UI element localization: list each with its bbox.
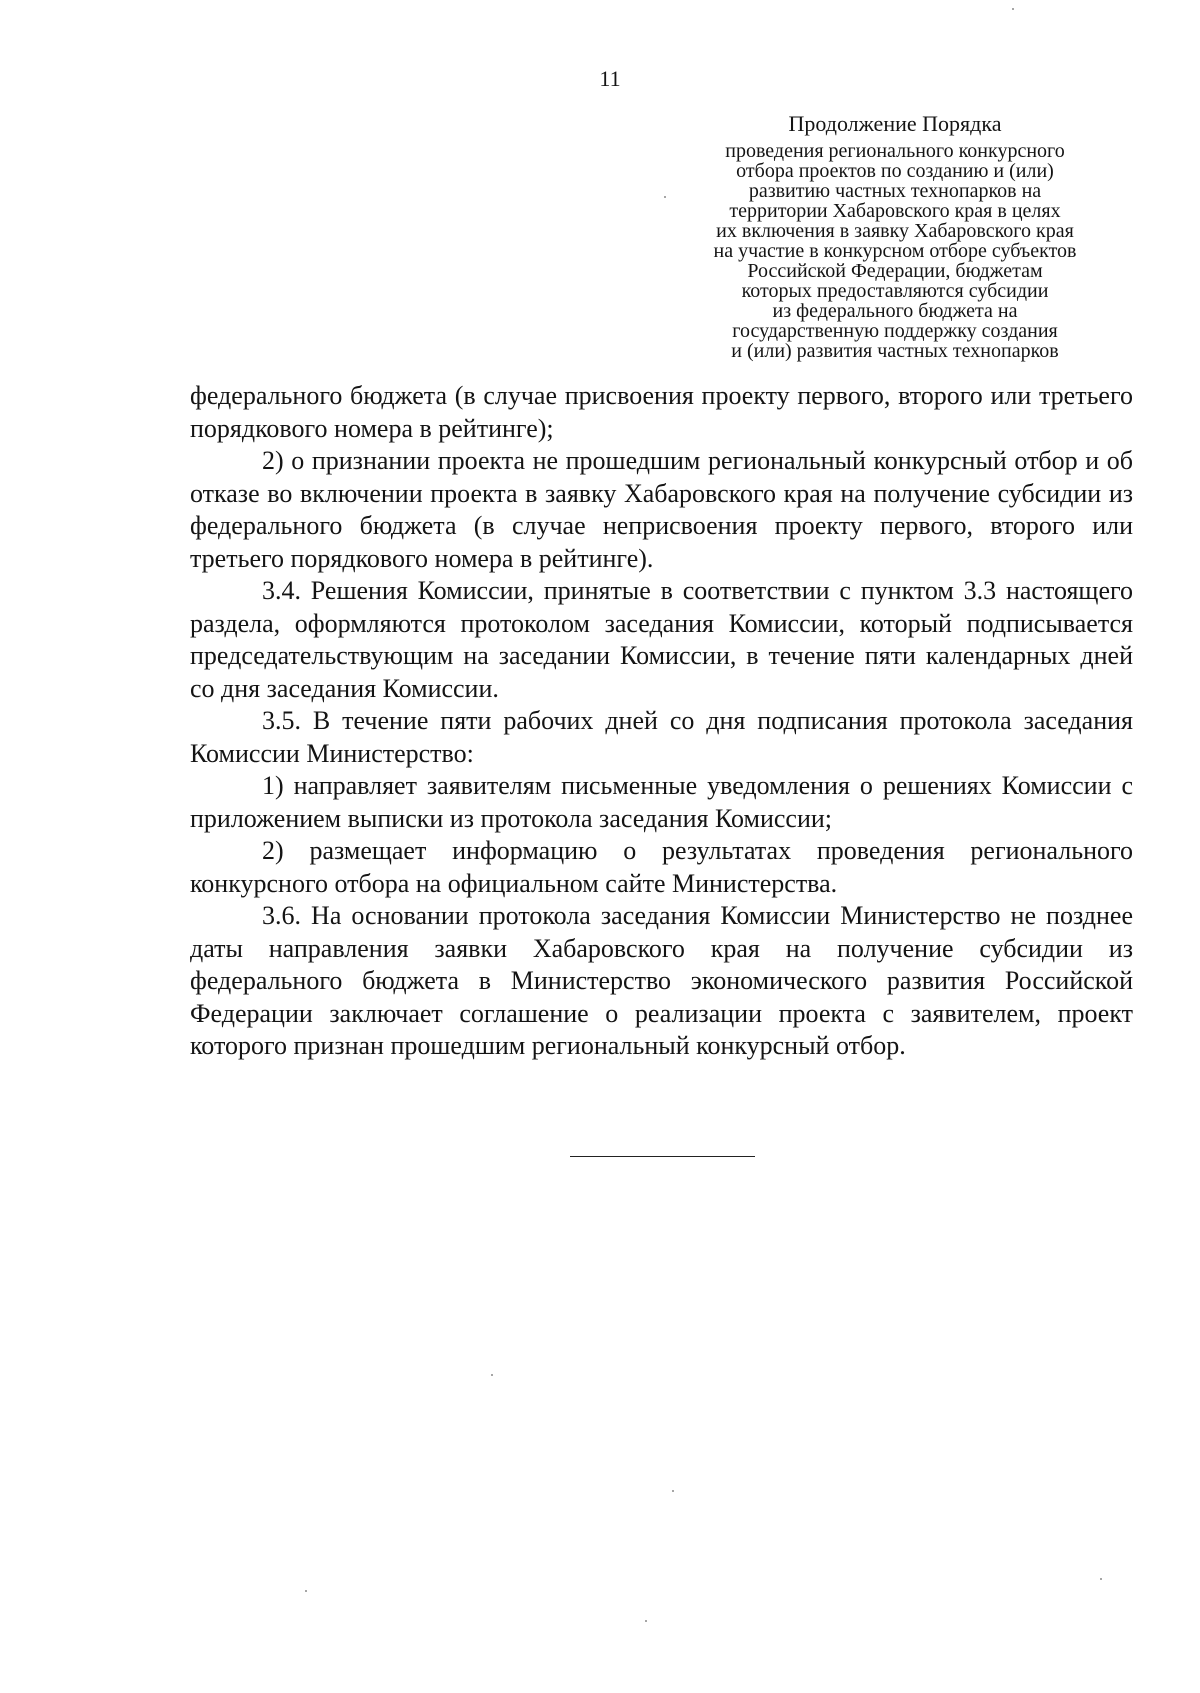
document-body xyxy=(190,380,1133,1063)
paragraph-3-5-item-2: 2) размещает информацию о результатах проведения регионального конкурсного отбора на официальном сайте Министерства. xyxy=(190,836,1133,898)
paragraph-3-4: 3.4. Решения Комиссии, принятые в соответствии с пунктом 3.3 настоящего раздела, оформляются протоколом заседания Комиссии, который подписывается председательствующим на заседании Комиссии, в течение пяти календарных дней со дня заседания Комиссии. xyxy=(190,576,1133,703)
header-line: территории Хабаровского края в целях xyxy=(729,200,1061,222)
scan-speck xyxy=(305,1590,307,1592)
header-line: развитию частных технопарков на xyxy=(748,180,1042,202)
header-line: на участие в конкурсном отборе субъектов xyxy=(713,240,1077,262)
scan-speck xyxy=(645,1620,647,1622)
page-number: 11 xyxy=(599,66,621,91)
scan-speck xyxy=(491,1374,493,1376)
header-line: из федерального бюджета на xyxy=(772,300,1018,322)
header-line: их включения в заявку Хабаровского края xyxy=(716,220,1074,242)
paragraph-3-5: 3.5. В течение пяти рабочих дней со дня подписания протокола заседания Комиссии Министерство: xyxy=(190,706,1133,768)
header-line: которых предоставляются субсидии xyxy=(741,280,1049,302)
scan-speck xyxy=(664,196,666,198)
paragraph-continuation: федерального бюджета (в случае присвоения проекту первого, второго или третьего порядкового номера в рейтинге); xyxy=(190,381,1133,443)
header-line: отбора проектов по созданию и (или) xyxy=(736,160,1054,182)
end-of-text-rule xyxy=(570,1156,755,1157)
header-line: и (или) развития частных технопарков xyxy=(731,340,1059,362)
paragraph-item-2: 2) о признании проекта не прошедшим региональный конкурсный отбор и об отказе во включении проекта в заявку Хабаровского края на получение субсидии из федерального бюджета (в случае неприсвоения проекту первого, второго или третьего порядкового номера в рейтинге). xyxy=(190,446,1133,573)
scan-speck xyxy=(1100,1578,1102,1580)
header-line: Российской Федерации, бюджетам xyxy=(747,260,1043,282)
header-line: государственную поддержку создания xyxy=(732,320,1058,342)
scan-speck xyxy=(1012,8,1014,10)
paragraph-3-6: 3.6. На основании протокола заседания Комиссии Министерство не позднее даты направления заявки Хабаровского края на получение субсидии из федерального бюджета в Министерство экономического развития Российской Федерации заключает соглашение о реализации проекта с заявителем, проект которого признан прошедшим региональный конкурсный отбор. xyxy=(190,901,1133,1060)
header-title: Продолжение Порядка xyxy=(788,111,1002,136)
document-header xyxy=(670,112,1120,361)
scan-speck xyxy=(672,1490,674,1492)
header-line: проведения регионального конкурсного xyxy=(725,140,1065,162)
paragraph-3-5-item-1: 1) направляет заявителям письменные уведомления о решениях Комиссии с приложением выписки из протокола заседания Комиссии; xyxy=(190,771,1133,833)
